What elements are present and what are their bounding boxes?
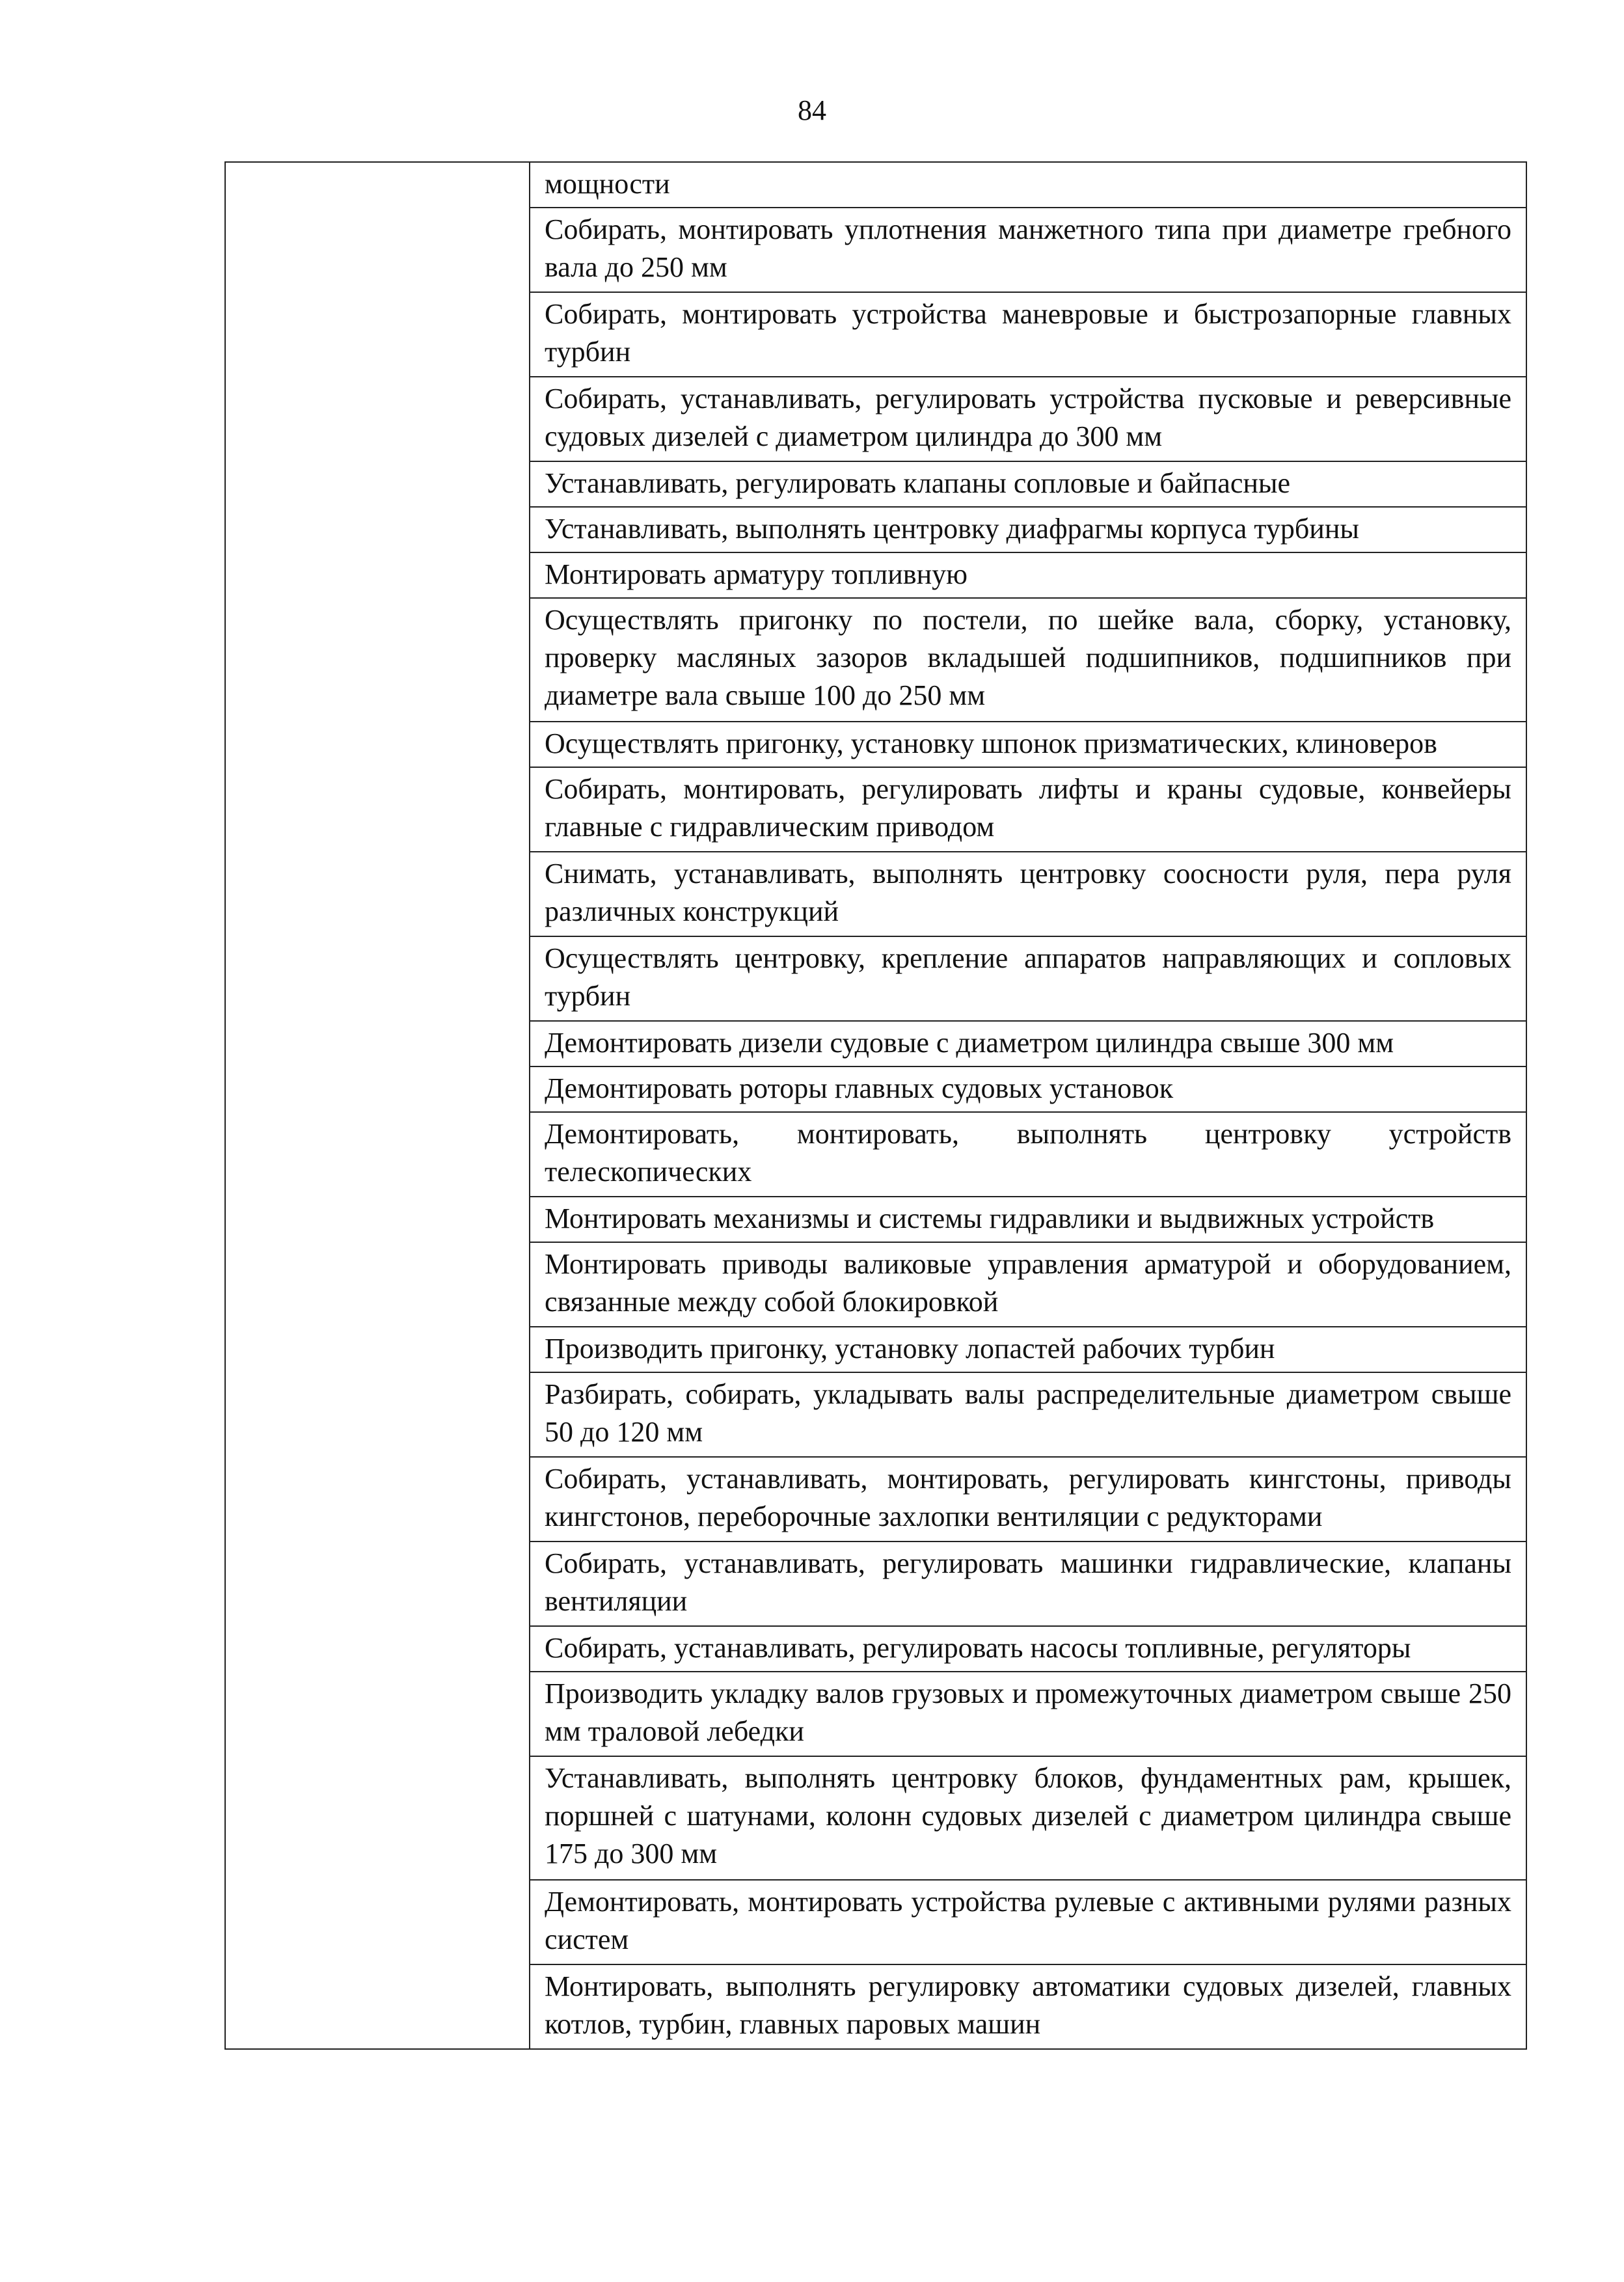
table-cell: Демонтировать дизели судовые с диаметром цилиндра свыше 300 мм: [530, 1021, 1526, 1066]
table-cell: Собирать, монтировать устройства маневровые и быстрозапорные главных турбин: [530, 292, 1526, 377]
table-cell: Собирать, устанавливать, монтировать, регулировать кингстоны, приводы кингстонов, переборочные захлопки вентиляции с редукторами: [530, 1457, 1526, 1542]
table-row: [225, 162, 1526, 208]
table-cell: Демонтировать, монтировать, выполнять центровку устройств телескопических: [530, 1112, 1526, 1197]
table-cell: Монтировать арматуру топливную: [530, 552, 1526, 598]
table-cell: мощности: [530, 162, 1526, 208]
table-cell: Собирать, монтировать, регулировать лифты и краны судовые, конвейеры главные с гидравлическим приводом: [530, 767, 1526, 852]
table-cell: Монтировать механизмы и системы гидравлики и выдвижных устройств: [530, 1197, 1526, 1242]
table-cell: Снимать, устанавливать, выполнять центровку соосности руля, пера руля различных конструкций: [530, 852, 1526, 936]
table-cell: Собирать, устанавливать, регулировать устройства пусковые и реверсивные судовых дизелей с диаметром цилиндра до 300 мм: [530, 377, 1526, 461]
table-cell: Собирать, устанавливать, регулировать машинки гидравлические, клапаны вентиляции: [530, 1542, 1526, 1626]
table-cell: Монтировать, выполнять регулировку автоматики судовых дизелей, главных котлов, турбин, главных паровых машин: [530, 1964, 1526, 2049]
empty-left-column: [225, 162, 530, 2049]
work-functions-table: [224, 161, 1527, 2050]
table-cell: Монтировать приводы валиковые управления арматурой и оборудованием, связанные между собой блокировкой: [530, 1242, 1526, 1327]
table-cell: Осуществлять центровку, крепление аппаратов направляющих и сопловых турбин: [530, 936, 1526, 1021]
table-cell: Производить укладку валов грузовых и промежуточных диаметром свыше 250 мм траловой лебедки: [530, 1672, 1526, 1756]
table-cell: Собирать, монтировать уплотнения манжетного типа при диаметре гребного вала до 250 мм: [530, 208, 1526, 292]
table-cell: Осуществлять пригонку, установку шпонок призматических, клиноверов: [530, 722, 1526, 767]
table-cell: Демонтировать, монтировать устройства рулевые с активными рулями разных систем: [530, 1880, 1526, 1964]
table-cell: Демонтировать роторы главных судовых установок: [530, 1066, 1526, 1112]
table-cell: Производить пригонку, установку лопастей рабочих турбин: [530, 1327, 1526, 1372]
table-cell: Устанавливать, регулировать клапаны сопловые и байпасные: [530, 461, 1526, 507]
table-cell: Устанавливать, выполнять центровку блоков, фундаментных рам, крышек, поршней с шатунами, колонн судовых дизелей с диаметром цилиндра свыше 175 до 300 мм: [530, 1756, 1526, 1880]
table-cell: Разбирать, собирать, укладывать валы распределительные диаметром свыше 50 до 120 мм: [530, 1372, 1526, 1457]
table-cell: Собирать, устанавливать, регулировать насосы топливные, регуляторы: [530, 1626, 1526, 1672]
table-cell: Устанавливать, выполнять центровку диафрагмы корпуса турбины: [530, 507, 1526, 552]
table-cell: Осуществлять пригонку по постели, по шейке вала, сборку, установку, проверку масляных зазоров вкладышей подшипников, подшипников при диаметре вала свыше 100 до 250 мм: [530, 598, 1526, 722]
page-number: 84: [798, 94, 826, 126]
